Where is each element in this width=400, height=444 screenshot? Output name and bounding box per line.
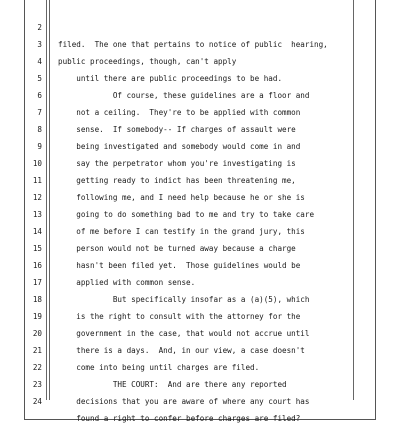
- line-text: But specifically insofar as a (a)(5), which: [58, 295, 310, 304]
- line-number: 6: [37, 91, 42, 100]
- line-number: 7: [37, 108, 42, 117]
- line-text: Of course, these guidelines are a floor and: [58, 91, 310, 100]
- line-number: 12: [32, 193, 42, 202]
- line-text: come into being until charges are filed.: [58, 363, 260, 372]
- line-text: getting ready to indict has been threatening me,: [58, 176, 296, 185]
- line-number: 19: [32, 312, 42, 321]
- line-number: 10: [32, 159, 42, 168]
- line-text: filed. The one that pertains to notice of public hearing,: [58, 40, 328, 49]
- line-number: 8: [37, 125, 42, 134]
- line-number: 11: [32, 176, 42, 185]
- line-number: 22: [32, 363, 42, 372]
- line-number: 4: [37, 57, 42, 66]
- line-number: 15: [32, 244, 42, 253]
- line-text: hasn't been filed yet. Those guidelines would be: [58, 261, 301, 270]
- line-number: 20: [32, 329, 42, 338]
- line-text: not a ceiling. They're to be applied with common: [58, 108, 301, 117]
- line-number: 18: [32, 295, 42, 304]
- line-number: 21: [32, 346, 42, 355]
- line-text: government in the case, that would not accrue until: [58, 329, 310, 338]
- transcript-line: [0, 2, 400, 49]
- line-text: decisions that you are aware of where any court has: [58, 397, 310, 406]
- line-number: 9: [37, 142, 42, 151]
- line-text: say the perpetrator whom you're investigating is: [58, 159, 296, 168]
- line-number: 16: [32, 261, 42, 270]
- line-number: 23: [32, 380, 42, 389]
- line-text: THE COURT: And are there any reported: [58, 380, 287, 389]
- line-text: being investigated and somebody would come in and: [58, 142, 301, 151]
- line-number: 17: [32, 278, 42, 287]
- line-number: 5: [37, 74, 42, 83]
- line-text: sense. If somebody-- If charges of assault were: [58, 125, 296, 134]
- line-text: found a right to confer before charges are filed?: [58, 414, 301, 423]
- line-text: is the right to consult with the attorney for the: [58, 312, 301, 321]
- line-text: person would not be turned away because a charge: [58, 244, 296, 253]
- line-text: going to do something bad to me and try to take care: [58, 210, 315, 219]
- line-text: public proceedings, though, can't apply: [58, 57, 237, 66]
- line-text: following me, and I need help because he or she is: [58, 193, 305, 202]
- line-number: 14: [32, 227, 42, 236]
- line-text: applied with common sense.: [58, 278, 196, 287]
- line-number: 24: [32, 397, 42, 406]
- line-number: 2: [37, 23, 42, 32]
- line-text: of me before I can testify in the grand jury, this: [58, 227, 305, 236]
- line-number: 3: [37, 40, 42, 49]
- line-number: 13: [32, 210, 42, 219]
- line-text: there is a days. And, in our view, a case doesn't: [58, 346, 305, 355]
- line-text: until there are public proceedings to be had.: [58, 74, 283, 83]
